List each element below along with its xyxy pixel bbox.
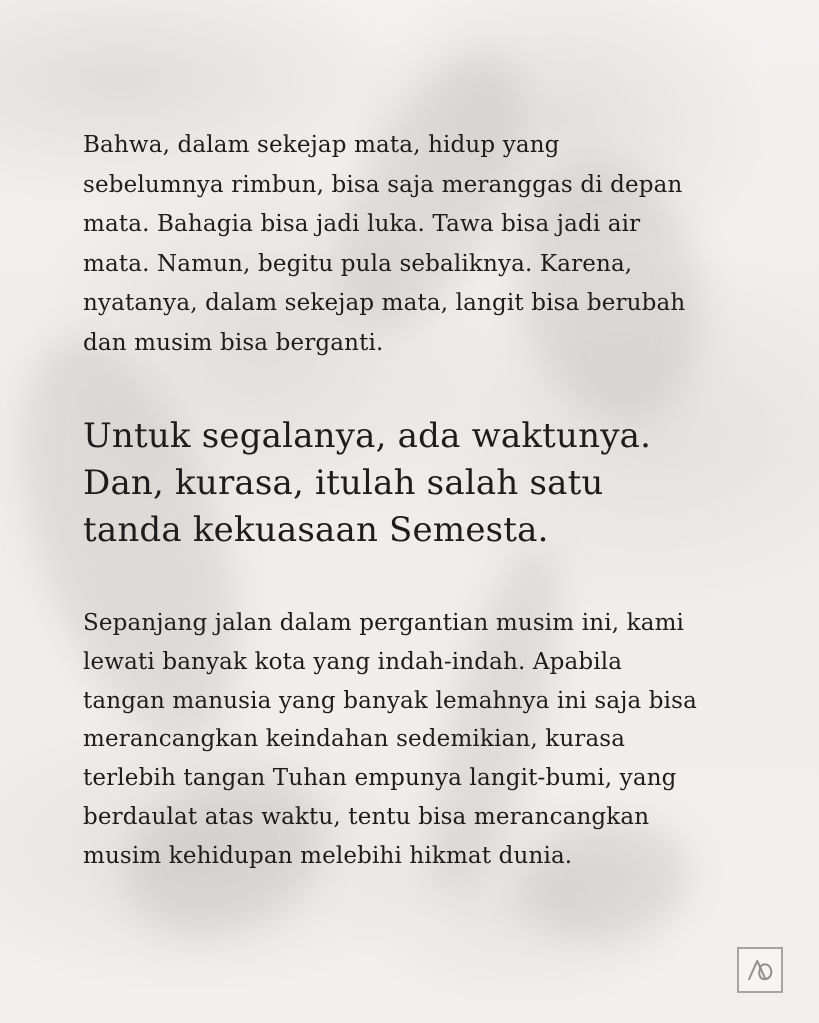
pull-quote: Untuk segalanya, ada waktunya. Dan, kurasa, itulah salah satu tanda kekuasaan Semesta. bbox=[83, 416, 652, 550]
logo-icon bbox=[737, 947, 783, 993]
body-paragraph-1: Bahwa, dalam sekejap mata, hidup yang sebelumnya rimbun, bisa saja meranggas di depan mata. Bahagia bisa jadi luka. Tawa bisa jadi air mata. Namun, begitu pula sebaliknya. Karena, nyatanya, dalam sekejap mata, langit bisa berubah dan musim bisa berganti. bbox=[83, 132, 686, 356]
body-paragraph-2: Sepanjang jalan dalam pergantian musim ini, kami lewati banyak kota yang indah-indah. Apabila tangan manusia yang banyak lemahnya ini saja bisa merancangkan keindahan sedemikian, kurasa terlebih tangan Tuhan empunya langit-bumi, yang berdaulat atas waktu, tentu bisa merancangkan musim kehidupan melebihi hikmat dunia. bbox=[83, 610, 697, 869]
